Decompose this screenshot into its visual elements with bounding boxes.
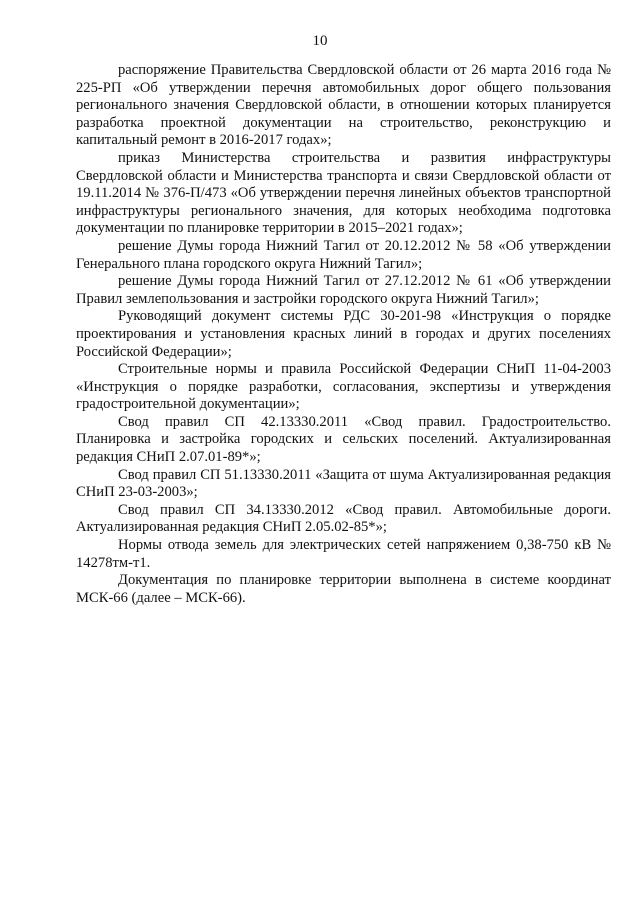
paragraph-coordinate-system: Документация по планировке территории выполнена в системе координат МСК-66 (далее – МСК-66). (76, 572, 611, 606)
paragraph-land-allocation-norms: Нормы отвода земель для электрических сетей напряжением 0,38-750 кВ № 14278тм-т1. (76, 537, 611, 571)
paragraph-snip-11-04-2003: Строительные нормы и правила Российской Федерации СНиП 11-04-2003 «Инструкция о порядке разработки, согласования, экспертизы и утверждения градостроительной документации»; (76, 361, 611, 413)
paragraph-rds-guideline: Руководящий документ системы РДС 30-201-98 «Инструкция о порядке проектирования и установления красных линий в городах и других поселениях Российской Федерации»; (76, 308, 611, 360)
paragraph-land-use-rules-decision: решение Думы города Нижний Тагил от 27.12.2012 № 61 «Об утверждении Правил землепользования и застройки городского округа Нижний Тагил»; (76, 273, 611, 307)
paragraph-regional-roads-order: распоряжение Правительства Свердловской области от 26 марта 2016 года № 225-РП «Об утверждении перечня автомобильных дорог общего пользования регионального значения Свердловской области, в отношении которых планируется разработка проектной документации на строительство, реконструкцию и капитальный ремонт в 2016-2017 годах»; (76, 62, 611, 149)
document-body (76, 62, 611, 607)
paragraph-sp-51-13330: Свод правил СП 51.13330.2011 «Защита от шума Актуализированная редакция СНиП 23-03-2003»; (76, 466, 611, 501)
page-number: 10 (312, 33, 328, 49)
paragraph-sp-42-13330: Свод правил СП 42.13330.2011 «Свод правил. Градостроительство. Планировка и застройка городских и сельских поселений. Актуализированная редакция СНиП 2.07.01-89*»; (76, 413, 611, 466)
paragraph-general-plan-decision: решение Думы города Нижний Тагил от 20.12.2012 № 58 «Об утверждении Генерального плана городского округа Нижний Тагил»; (76, 237, 611, 272)
paragraph-sp-34-13330: Свод правил СП 34.13330.2012 «Свод правил. Автомобильные дороги. Актуализированная редакция СНиП 2.05.02-85*»; (76, 501, 611, 536)
paragraph-ministry-order: приказ Министерства строительства и развития инфраструктуры Свердловской области и Министерства транспорта и связи Свердловской области от 19.11.2014 № 376-П/473 «Об утверждении перечня линейных объектов транспортной инфраструктуры регионального значения, для которых необходима подготовка документации по планировке территории в 2015–2021 годах»; (76, 149, 611, 237)
